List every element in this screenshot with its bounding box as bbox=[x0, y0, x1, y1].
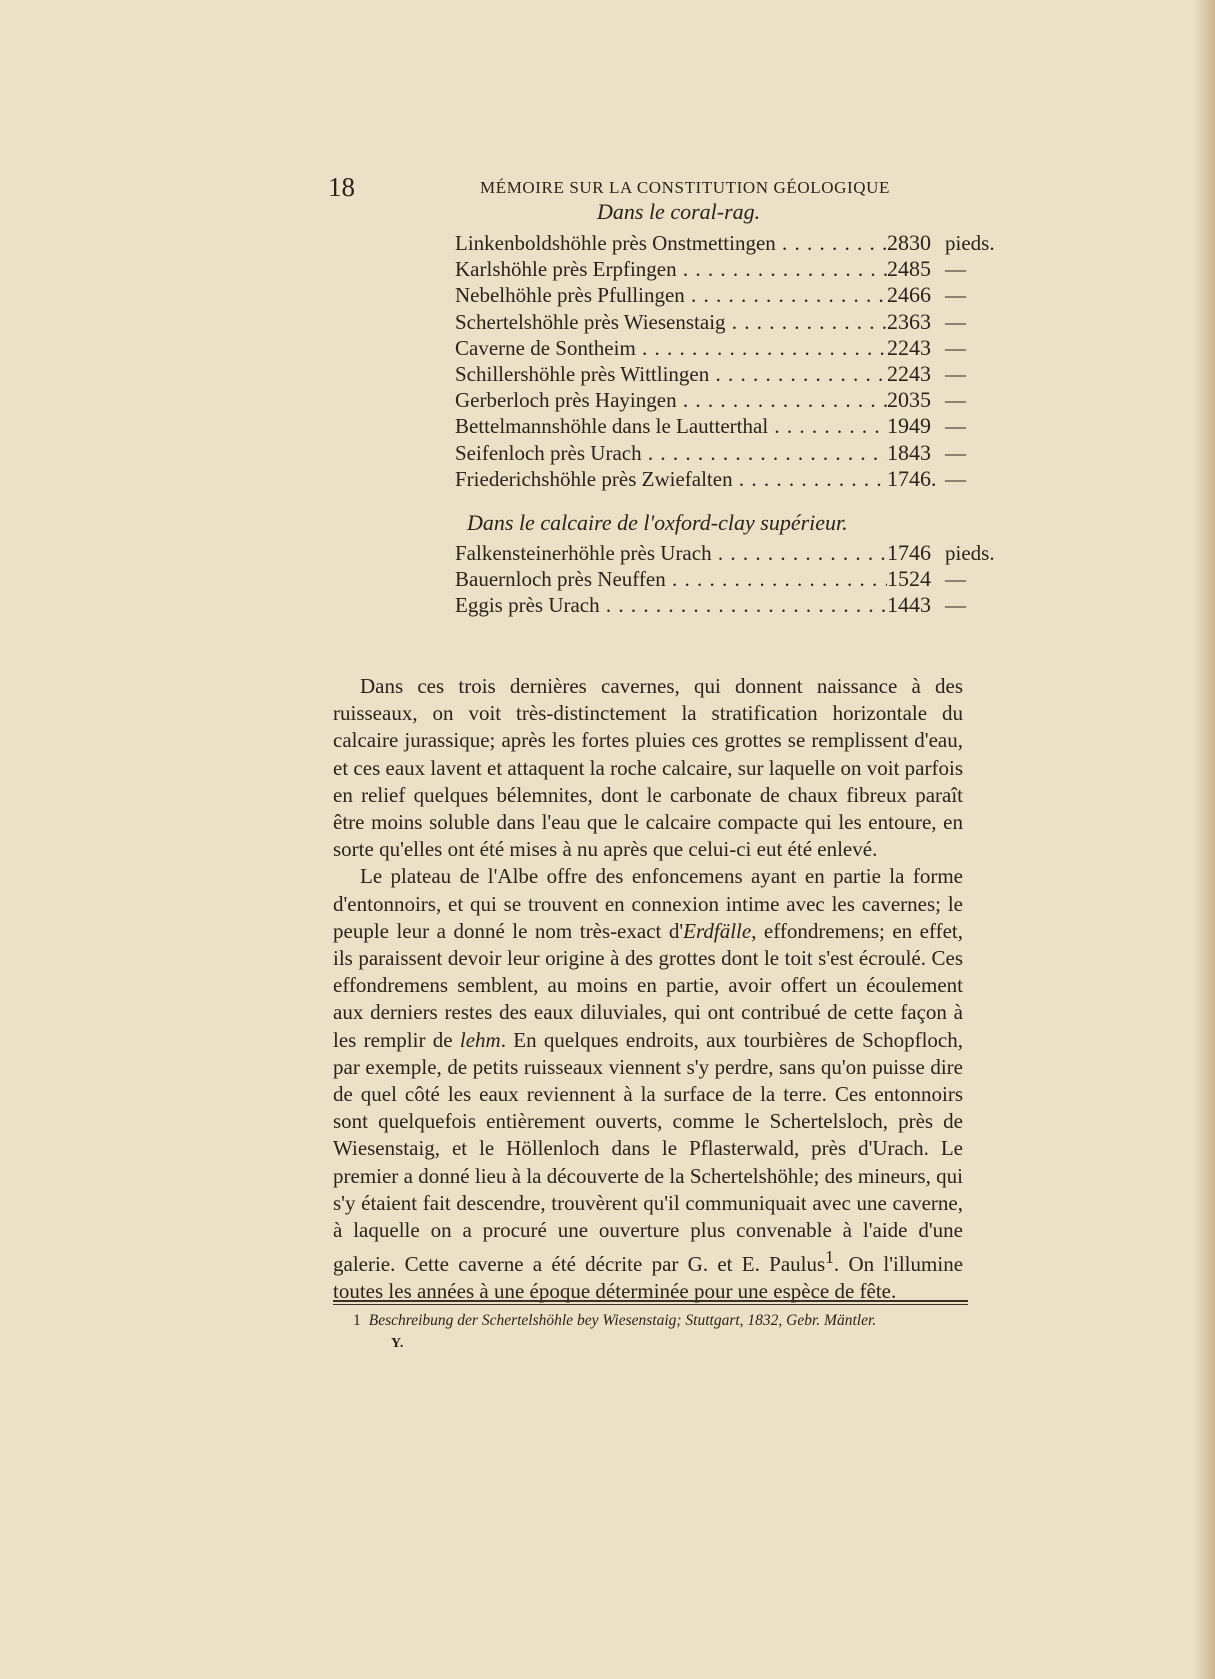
cave-unit: pieds. bbox=[945, 541, 995, 565]
cave-name: Linkenboldshöhle près Onstmettingen . . . bbox=[455, 231, 887, 256]
cave-row bbox=[455, 256, 1025, 282]
cave-row bbox=[455, 309, 1025, 335]
paragraph: Dans ces trois dernières cavernes, qui donnent naissance à des ruisseaux, on voit très-distinctement la stratification horizontale du calcaire jurassique; après les fortes pluies ces grottes se remplissent d'eau, et ces eaux lavent et attaquent la roche calcaire, sur laquelle on voit parfois en relief quelques bélemnites, dont le carbonate de chaux fibreux paraît être moins soluble dans l'eau que le calcaire compacte qui les entoure, en sorte qu'elles ont été mises à nu après que celui-ci eut été enlevé. bbox=[333, 674, 963, 862]
cave-name: Friederichshöhle près Zwiefalten . . . bbox=[455, 467, 887, 492]
section-heading-oxford-clay: Dans le calcaire de l'oxford-clay supérieur. bbox=[467, 510, 848, 535]
cave-unit: — bbox=[945, 593, 966, 618]
running-title: MÉMOIRE SUR LA CONSTITUTION GÉOLOGIQUE bbox=[480, 178, 890, 197]
italic-term: lehm bbox=[459, 1027, 501, 1052]
cave-unit: pieds. bbox=[945, 231, 995, 255]
cave-name: Bauernloch près Neuffen . . . bbox=[455, 567, 887, 592]
cave-altitude: 2485 bbox=[887, 256, 931, 282]
cave-name: Falkensteinerhöhle près Urach . . . bbox=[455, 541, 887, 566]
cave-unit: — bbox=[945, 257, 966, 282]
cave-name: Eggis près Urach . . . bbox=[455, 593, 887, 618]
cave-unit: — bbox=[945, 361, 966, 386]
cave-unit: — bbox=[945, 466, 966, 491]
footnote-reference[interactable]: 1 bbox=[825, 1247, 834, 1268]
cave-altitude: 1746. bbox=[887, 465, 937, 491]
cave-unit: — bbox=[945, 388, 966, 413]
cave-altitude: 2243 bbox=[887, 360, 931, 386]
cave-name: Schertelshöhle près Wiesenstaig . . . bbox=[455, 310, 887, 335]
cave-row bbox=[455, 230, 1025, 256]
cave-row bbox=[455, 413, 1025, 439]
footnote-rule bbox=[333, 1300, 968, 1302]
cave-unit: — bbox=[945, 440, 966, 465]
cave-name: Karlshöhle près Erpfingen . . . bbox=[455, 257, 887, 282]
body-text bbox=[333, 673, 963, 1306]
signature-mark: Y. bbox=[391, 1336, 404, 1351]
cave-row bbox=[455, 466, 1025, 492]
cave-row bbox=[455, 592, 1025, 618]
section-heading-coral-rag: Dans le coral-rag. bbox=[597, 199, 761, 224]
page-edge bbox=[1193, 0, 1215, 1679]
cave-unit: — bbox=[945, 414, 966, 439]
footnote-marker: 1 bbox=[353, 1312, 361, 1329]
cave-unit: — bbox=[945, 335, 966, 360]
cave-altitude: 1443 bbox=[887, 592, 931, 618]
italic-term: Erdfälle bbox=[683, 918, 752, 943]
cave-row bbox=[455, 540, 1025, 566]
cave-altitude: 1746 bbox=[887, 540, 931, 565]
cave-altitude: 2466 bbox=[887, 282, 931, 308]
cave-altitude: 1524 bbox=[887, 566, 931, 592]
cave-row bbox=[455, 387, 1025, 413]
cave-altitude: 1843 bbox=[887, 439, 931, 465]
cave-name: Bettelmannshöhle dans le Lautterthal . . . bbox=[455, 414, 887, 439]
cave-row bbox=[455, 335, 1025, 361]
cave-row bbox=[455, 361, 1025, 387]
cave-altitude: 2243 bbox=[887, 334, 931, 360]
footnote-rule-thin bbox=[333, 1304, 968, 1305]
cave-name: Nebelhöhle près Pfullingen . . . bbox=[455, 283, 887, 308]
paragraph: Le plateau de l'Albe offre des enfoncemens ayant en partie la forme d'entonnoirs, et qui se trouvent en connexion intime avec les cavernes; le peuple leur a donné le nom très-exact d'Erdfälle, effondremens; en effet, ils paraissent devoir leur origine à des grottes dont le toit s'est écroulé. Ces effondremens semblent, au moins en partie, avoir offert un écoulement aux derniers restes des eaux diluviales, qui ont contribué de cette façon à les remplir de lehm. En quelques endroits, aux tourbières de Schopfloch, par exemple, de petits ruisseaux viennent s'y perdre, sans qu'on puisse dire de quel côté les eaux reviennent à la surface de la terre. Ces entonnoirs sont quelquefois entièrement ouverts, comme le Schertelsloch, près de Wiesenstaig, et le Höllenloch dans le Pflasterwald, près d'Urach. Le premier a donné lieu à la découverte de la Schertelshöhle; des mineurs, qui s'y étaient fait descendre, trouvèrent qu'il communiquait avec une caverne, à laquelle on a procuré une ouverture plus convenable à l'aide d'une galerie. Cette caverne a été décrite par G. et E. Paulus$^1$. On l'illumine toutes les années à une époque déterminée pour une espèce de fête. bbox=[333, 864, 964, 1304]
cave-row bbox=[455, 282, 1025, 308]
cave-name: Gerberloch près Hayingen . . . bbox=[455, 388, 887, 413]
cave-altitude: 1949 bbox=[887, 413, 931, 439]
page-number: 18 bbox=[328, 172, 355, 202]
cave-name: Schillershöhle près Wittlingen . . . bbox=[455, 362, 887, 387]
cave-name: Caverne de Sontheim . . . bbox=[455, 336, 887, 361]
cave-altitude: 2830 bbox=[887, 230, 931, 255]
cave-row bbox=[455, 566, 1025, 592]
footnote-text: Beschreibung der Schertelshöhle bey Wiesenstaig; Stuttgart, 1832, Gebr. Mäntler. bbox=[368, 1312, 877, 1329]
cave-unit: — bbox=[945, 567, 966, 592]
cave-unit: — bbox=[945, 283, 966, 308]
cave-altitude: 2035 bbox=[887, 387, 931, 413]
footnote bbox=[353, 1312, 876, 1330]
cave-altitude: 2363 bbox=[887, 308, 931, 334]
cave-unit: — bbox=[945, 309, 966, 334]
cave-list-coral-rag bbox=[455, 230, 1025, 492]
cave-name: Seifenloch près Urach . . . bbox=[455, 441, 887, 466]
cave-row bbox=[455, 440, 1025, 466]
cave-list-oxford-clay bbox=[455, 540, 1025, 619]
